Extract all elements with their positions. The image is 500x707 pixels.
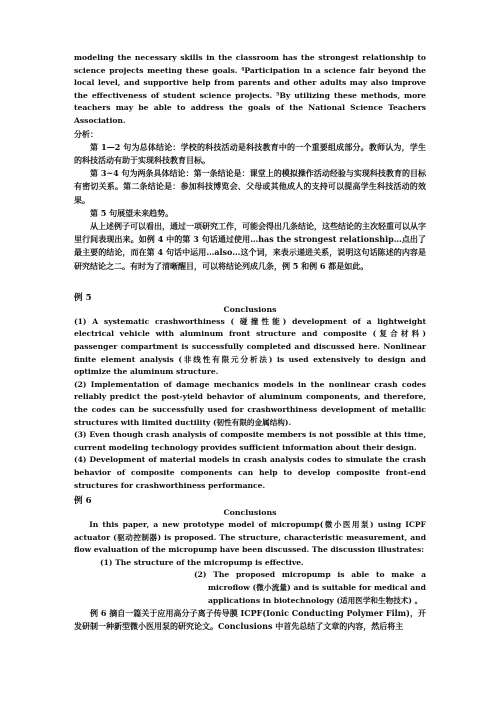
example-6-label: 例 6 [74,496,92,507]
closing-paragraph: 例 6 摘自一篇关于应用高分子离子传导膜 ICPF(Ionic Conducting Polymer Film)，开发研制一种新型微小医用泵的研究论文。Conclusions 中首先总结了文章的内容，然后将主 [74,608,426,632]
analysis-label: 分析： [74,128,98,139]
example-6-item-1: (1) The structure of the micropump is effective. [100,557,304,567]
analysis-paragraph-1: 第 1—2 句为总体结论：学校的科技活动是科技教育中的一个重要组成部分。教师认为，学生的科技活动有助于实现科技教育目标。 [74,141,426,165]
analysis-paragraph-4: 从上述例子可以看出，通过一项研究工作，可能会得出几条结论，这些结论的主次轻重可以从字里行间表现出来。如例 4 中的第 3 句话通过使用…has the strongest relationship…点出了最主要的结论，而在第 4 句话中运用…also…这个词，来表示递进关系，说明这句话陈述的内容是研究结论之二。有时为了清晰醒目，可以将结论列成几条，例 5 和例 6 都是如此。 [74,220,426,271]
example-6-title: Conclusions [223,508,277,518]
intro-paragraph: modeling the necessary skills in the classroom has the strongest relationship to science projects meeting these goals. ⁴Participation in a science fair beyond the local level, and supportive help from parents and other adults may also improve the effectiveness of student science projects. ⁵By utilizing these methods, more teachers may be able to address the goals of the National Science Teachers Association. [74,53,426,125]
example-5-label: 例 5 [74,292,92,303]
analysis-paragraph-2: 第 3~4 句为两条具体结论：第一条结论是：课堂上的模拟操作活动经验与实现科技教育的目标有密切关系。第二条结论是：参加科技博览会、父母或其他成人的支持可以提高学生科技活动的效果。 [74,168,426,205]
example-5-item-3: (3) Even though crash analysis of composite members is not possible at this time, current modeling technology provides sufficient information about their design. [74,430,426,452]
example-5-item-1: (1) A systematic crashworthiness ( 碰撞性能) development of a lightweight electrical vehicle with aluminum front structure and composite (复合材料) passenger compartment is successfully completed and discussed here. Nonlinear finite element analysis (非线性有限元分析法) is used extensively to design and optimize the aluminum structure. [74,316,426,377]
analysis-paragraph-3: 第 5 句展望未来趋势。 [90,207,174,218]
example-5-title: Conclusions [223,304,277,314]
example-5-item-4: (4) Development of material models in crash analysis codes to simulate the crash behavior of composite components can help to develop composite front-end structures for crashworthiness performance. [74,455,426,490]
example-6-paragraph: In this paper, a new prototype model of micropump(微小医用泵) using ICPF actuator (驱动控制器) is proposed. The structure, characteristic measurement, and flow evaluation of the micropump have been discussed. The discussion illustrates: [74,520,426,555]
example-6-item-2: (2) The proposed micropump is able to make a microflow (微小流量) and is suitable for medical and applications in biotechnology (适用医学和生物技术) 。 [194,570,426,605]
example-5-item-2: (2) Implementation of damage mechanics models in the nonlinear crash codes reliably predict the post-yield behavior of aluminum components, and therefore, the codes can be successfully used for crashworthiness development of metallic structures with limited ductility (韧性有限的金属结构). [74,379,426,427]
